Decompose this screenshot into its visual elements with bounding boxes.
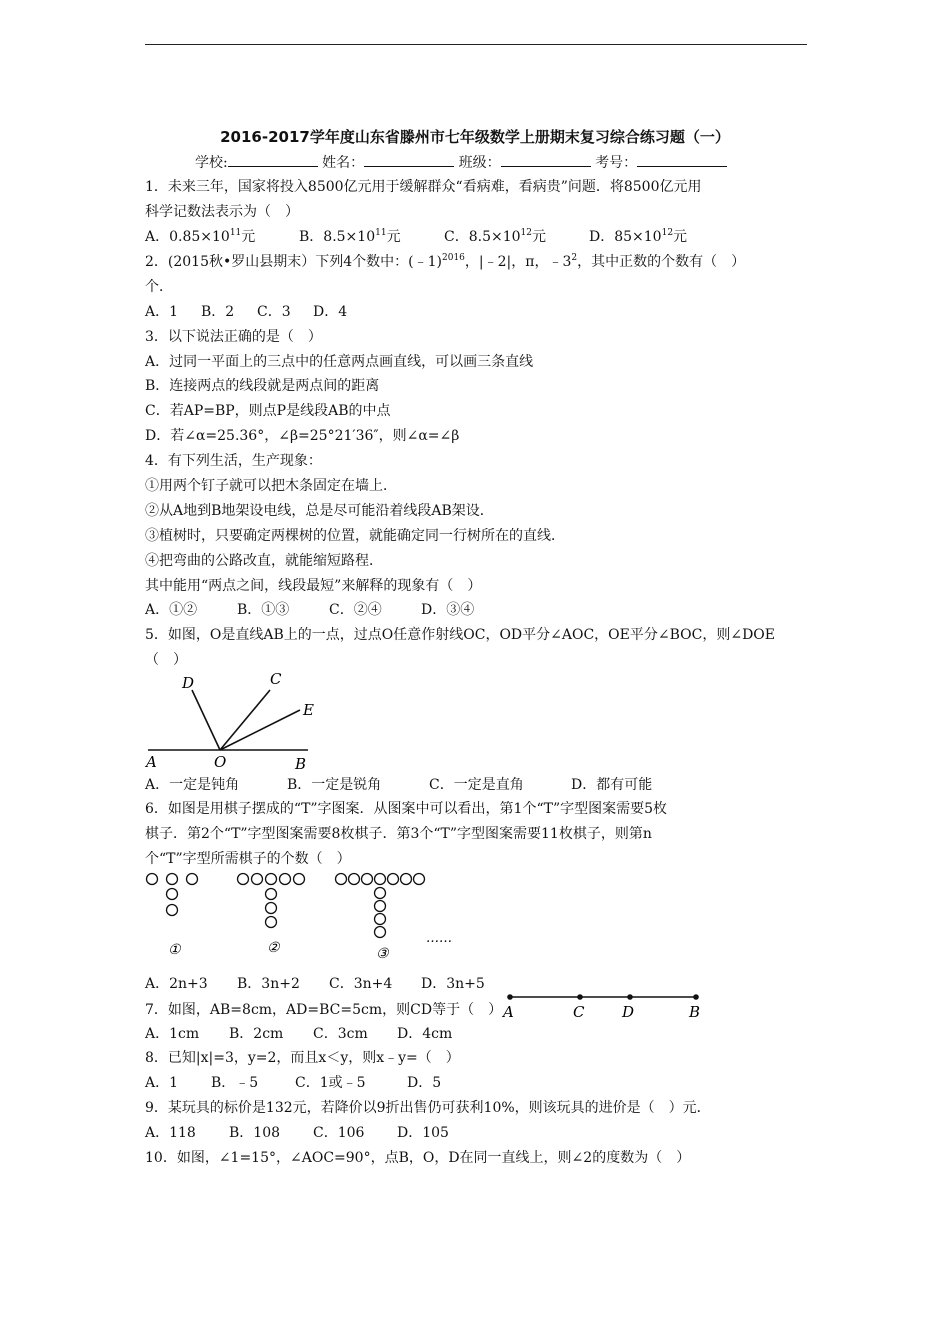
header-rule [145, 44, 807, 45]
label-o: O [214, 753, 227, 771]
ray-od [192, 690, 220, 750]
q4-item-4: ④把弯曲的公路改直，就能缩短路程． [145, 553, 383, 569]
t-label-1: ① [168, 942, 181, 958]
point-d [627, 994, 633, 1000]
q5-line2: （ ） [145, 652, 187, 668]
q9-option-a: A．118 [145, 1125, 196, 1141]
seg-label-a: A [503, 1003, 514, 1021]
seg-label-d: D [622, 1003, 635, 1021]
q2-options [145, 302, 347, 322]
q1-option-a: A．$0.85\times 10^{11}$元 [145, 228, 256, 245]
q7-option-c: C．3cm [313, 1026, 368, 1042]
q2-option-b: B．2 [201, 304, 235, 320]
q1-option-d: D．$85\times 10^{12}$元 [589, 228, 688, 245]
q3-option-d: D．若∠α=25.36°，∠β=25°21′36″，则∠α=∠β [145, 428, 460, 444]
number-label: 考号： [595, 155, 638, 171]
t-label-3: ③ [376, 946, 389, 962]
q5-option-a: A．一定是钝角 [145, 777, 240, 793]
q4-item-3: ③植树时，只要确定两棵树的位置，就能确定同一行树所在的直线． [145, 528, 565, 544]
q7-options [145, 1024, 452, 1044]
class-label: 班级： [458, 155, 501, 171]
q9-line1: 9．某玩具的标价是132元，若降价以9折出售仍可获利10%，则该玩具的进价是（ ）元． [145, 1100, 711, 1116]
q2-line1: 2．(2015秋•罗山县期末）下列4个数中：(﹣1)$^{2016}$，|﹣2|，π，$﹣3^2$，其中正数的个数有（ ） [145, 253, 746, 270]
q6-line2: 棋子．第2个“T”字型图案需要8枚棋子．第3个“T”字型图案需要11枚棋子，则第n [145, 826, 652, 842]
q6-option-b: B．3n+2 [237, 976, 300, 992]
q9-option-c: C．106 [313, 1125, 365, 1141]
q2-option-a: A．1 [145, 304, 179, 320]
label-a: A [146, 753, 157, 771]
t-pattern-3 [336, 874, 425, 938]
q6-option-d: D．3n+5 [421, 976, 485, 992]
q8-option-c: C．1或﹣5 [295, 1075, 366, 1091]
school-label: 学校: [195, 155, 228, 171]
page-title: 2016-2017学年度山东省滕州市七年级数学上册期末复习综合练习题（一） [220, 128, 730, 146]
class-field[interactable] [501, 152, 591, 167]
q8-option-d: D．5 [407, 1075, 442, 1091]
q4-line1: 4．有下列生活，生产现象： [145, 453, 322, 469]
ray-oe [220, 710, 300, 750]
name-field[interactable] [364, 152, 454, 167]
point-c [577, 994, 583, 1000]
q8-option-a: A．1 [145, 1075, 179, 1091]
t-pattern-figure [140, 868, 470, 968]
q1-option-c: C．$8.5\times 10^{12}$元 [444, 228, 546, 245]
q4-options [145, 600, 474, 620]
ray-oc [220, 690, 270, 750]
q9-options [145, 1123, 449, 1143]
q4-option-b: B．①③ [237, 602, 290, 618]
q4-option-a: A．①② [145, 602, 198, 618]
q6-line1: 6．如图是用棋子摆成的“T”字图案．从图案中可以看出，第1个“T”字型图案需要5枚 [145, 801, 668, 817]
school-field[interactable] [228, 152, 318, 167]
q7-option-a: A．1cm [145, 1026, 200, 1042]
q9-option-b: B．108 [229, 1125, 281, 1141]
q5-options [145, 775, 652, 795]
q6-option-c: C．3n+4 [329, 976, 393, 992]
q5-option-c: C．一定是直角 [429, 777, 524, 793]
q2-option-d: D．4 [313, 304, 348, 320]
q2-option-c: C．3 [257, 304, 291, 320]
q3-line1: 3．以下说法正确的是（ ） [145, 329, 322, 345]
q3-option-b: B．连接两点的线段就是两点间的距离 [145, 378, 380, 394]
t-ellipsis: …… [426, 931, 452, 946]
label-b: B [295, 755, 307, 773]
label-d: D [182, 674, 195, 692]
q4-line6: 其中能用“两点之间，线段最短”来解释的现象有（ ） [145, 578, 482, 594]
q3-option-c: C．若AP=BP，则点P是线段AB的中点 [145, 403, 391, 419]
seg-label-c: C [573, 1003, 585, 1021]
q8-options [145, 1073, 441, 1093]
q1-option-b: B．$8.5\times 10^{11}$元 [299, 228, 401, 245]
q4-item-2: ②从A地到B地架设电线，总是尽可能沿着线段AB架设． [145, 503, 494, 519]
q5-line1: 5．如图，O是直线AB上的一点，过点O任意作射线OC，OD平分∠AOC，OE平分∠BOC，则∠DOE [145, 627, 775, 643]
q8-option-b: B．﹣5 [211, 1075, 259, 1091]
q2-line2: 个． [145, 279, 173, 295]
seg-label-b: B [689, 1003, 701, 1021]
q5-option-b: B．一定是锐角 [287, 777, 382, 793]
q3-option-a: A．过同一平面上的三点中的任意两点画直线，可以画三条直线 [145, 354, 534, 370]
t-pattern-2 [238, 874, 305, 928]
q9-option-d: D．105 [397, 1125, 449, 1141]
q10-line1: 10．如图，∠1=15°，∠AOC=90°，点B，O，D在同一直线上，则∠2的度数为（ ） [145, 1150, 691, 1166]
point-b [693, 994, 699, 1000]
q6-option-a: A．2n+3 [145, 976, 208, 992]
q6-line3: 个“T”字型所需棋子的个数（ ） [145, 851, 351, 867]
q5-option-d: D．都有可能 [571, 777, 653, 793]
t-label-2: ② [267, 940, 280, 956]
q1-options [145, 227, 687, 247]
q4-item-1: ①用两个钉子就可以把木条固定在墙上． [145, 478, 397, 494]
q7-option-b: B．2cm [229, 1026, 284, 1042]
label-c: C [270, 670, 282, 688]
q8-line1: 8．已知|x|=3，y=2，而且x＜y，则x﹣y=（ ） [145, 1050, 460, 1066]
q1-line1: 1．未来三年，国家将投入8500亿元用于缓解群众“看病难，看病贵”问题．将8500亿元用 [145, 179, 702, 195]
q6-options [145, 974, 485, 994]
q4-option-c: C．②④ [329, 602, 382, 618]
q4-option-d: D．③④ [421, 602, 475, 618]
t-pattern-1 [147, 874, 198, 916]
info-line [195, 152, 727, 173]
label-e: E [303, 701, 314, 719]
name-label: 姓名： [322, 155, 365, 171]
q7-line1: 7．如图，AB=8cm，AD=BC=5cm，则CD等于（ ） [145, 1002, 503, 1018]
number-field[interactable] [637, 152, 727, 167]
angle-figure [140, 668, 320, 773]
q1-line2: 科学记数法表示为（ ） [145, 204, 299, 220]
point-a [507, 994, 513, 1000]
segment-figure [498, 988, 708, 1022]
q7-option-d: D．4cm [397, 1026, 453, 1042]
